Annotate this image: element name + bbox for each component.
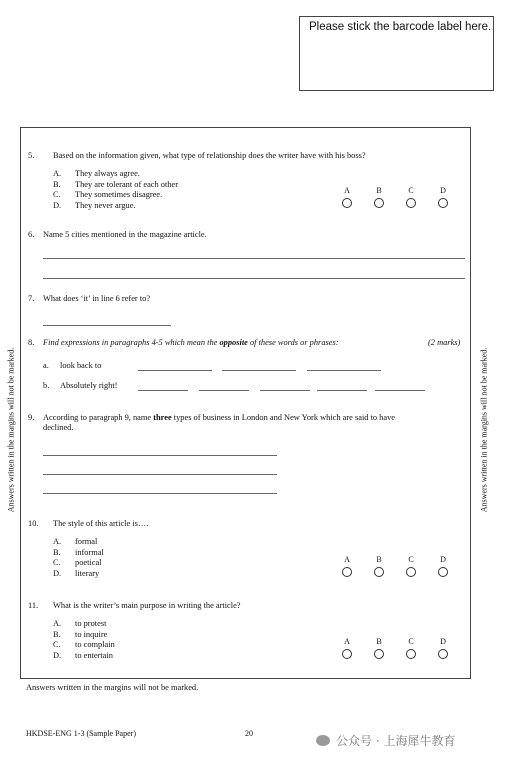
q11-bubble-label-b: B — [376, 637, 382, 646]
watermark-text: 公众号 · 上海犀牛教育 — [336, 734, 456, 748]
q8b-answer-line-1[interactable] — [138, 390, 188, 391]
q8-number: 8. — [28, 338, 35, 347]
q10-bubble-label-c: C — [408, 555, 414, 564]
q8a-answer-line-3[interactable] — [307, 370, 381, 371]
q5-options — [53, 169, 178, 211]
wechat-icon — [316, 735, 330, 746]
q11-bubble-label-c: C — [408, 637, 414, 646]
q6-text: Name 5 cities mentioned in the magazine article. — [43, 230, 207, 239]
q9-answer-line-2[interactable] — [43, 474, 277, 475]
q5-bubble-a[interactable] — [342, 198, 352, 208]
q10-options — [53, 537, 104, 579]
q11-option-d: D. to entertain — [53, 650, 113, 660]
q5-bubble-label-c: C — [408, 186, 414, 195]
q8-text: Find expressions in paragraphs 4-5 which mean the opposite of these words or phrases: — [43, 338, 339, 347]
q5-bubble-label-d: D — [440, 186, 446, 195]
q5-option-c: C. They sometimes disagree. — [53, 190, 163, 199]
q10-text: The style of this article is…. — [53, 519, 149, 528]
q11-bubble-label-a: A — [344, 637, 350, 646]
q11-bubble-c[interactable] — [406, 649, 416, 659]
q10-option-a: A. formal — [53, 537, 98, 546]
q8a-text: look back to — [60, 361, 102, 370]
q7-answer-line[interactable] — [43, 325, 171, 326]
q5-option-b: B. They are tolerant of each other — [53, 179, 179, 189]
q11-option-b: B. to inquire — [53, 629, 108, 639]
q5-option-a: A. They always agree. — [53, 169, 140, 178]
q11-bubble-d[interactable] — [438, 649, 448, 659]
q8b-text: Absolutely right! — [60, 381, 118, 390]
q11-option-a: A. to protest — [53, 619, 107, 628]
q8a-answer-line-2[interactable] — [222, 370, 296, 371]
q10-bubble-a[interactable] — [342, 567, 352, 577]
q8b-answer-line-4[interactable] — [317, 390, 367, 391]
q10-bubble-label-a: A — [344, 555, 350, 564]
q8-marks: (2 marks) — [428, 338, 461, 347]
q8a-letter: a. — [43, 361, 49, 370]
margin-note-left: Answers written in the margins will not be marked. — [6, 347, 16, 513]
q5-bubble-c[interactable] — [406, 198, 416, 208]
q9-number: 9. — [28, 413, 35, 422]
watermark — [316, 732, 455, 749]
q8b-answer-line-2[interactable] — [199, 390, 249, 391]
q8b-answer-line-5[interactable] — [375, 390, 425, 391]
q8a-answer-line-1[interactable] — [138, 370, 212, 371]
margin-note-right: Answers written in the margins will not be marked. — [479, 347, 489, 513]
q7-number: 7. — [28, 294, 35, 303]
q7-text: What does ‘it’ in line 6 refer to? — [43, 294, 151, 303]
q5-bubble-b[interactable] — [374, 198, 384, 208]
q10-bubble-label-b: B — [376, 555, 382, 564]
q11-options — [53, 619, 115, 661]
q10-bubble-b[interactable] — [374, 567, 384, 577]
q5-bubble-label-b: B — [376, 186, 382, 195]
paper-code: HKDSE-ENG 1-3 (Sample Paper) — [26, 729, 136, 738]
q8b-letter: b. — [43, 381, 50, 390]
q5-bubble-d[interactable] — [438, 198, 448, 208]
q10-bubble-c[interactable] — [406, 567, 416, 577]
page-number: 20 — [245, 729, 253, 738]
margin-note-bottom: Answers written in the margins will not be marked. — [26, 683, 199, 692]
q10-number: 10. — [28, 519, 39, 528]
barcode-label-text: Please stick the barcode label here. — [309, 21, 492, 33]
q5-text: Based on the information given, what type of relationship does the writer have with his boss? — [53, 151, 366, 160]
q9-answer-line-1[interactable] — [43, 455, 277, 456]
q10-option-d: D. literary — [53, 568, 100, 578]
q8b-answer-line-3[interactable] — [260, 390, 310, 391]
q5-bubble-label-a: A — [344, 186, 350, 195]
q9-text: According to paragraph 9, name three types of business in London and New York which are said to have — [43, 413, 395, 422]
q11-bubble-b[interactable] — [374, 649, 384, 659]
q5-option-d: D. They never argue. — [53, 200, 136, 210]
q10-option-c: C. poetical — [53, 558, 102, 567]
q6-number: 6. — [28, 230, 35, 239]
q9-answer-line-3[interactable] — [43, 493, 277, 494]
q5-number: 5. — [28, 151, 35, 160]
q11-bubble-label-d: D — [440, 637, 446, 646]
q11-option-c: C. to complain — [53, 640, 115, 649]
q6-answer-line-2[interactable] — [43, 278, 465, 279]
q11-number: 11. — [28, 601, 39, 610]
q10-bubble-label-d: D — [440, 555, 446, 564]
q6-answer-line-1[interactable] — [43, 258, 465, 259]
q11-bubble-a[interactable] — [342, 649, 352, 659]
q9-text-line2: declined. — [43, 423, 74, 432]
q11-text: What is the writer’s main purpose in writing the article? — [53, 601, 241, 610]
q10-option-b: B. informal — [53, 547, 104, 557]
barcode-label-box — [299, 16, 494, 91]
q10-bubble-d[interactable] — [438, 567, 448, 577]
